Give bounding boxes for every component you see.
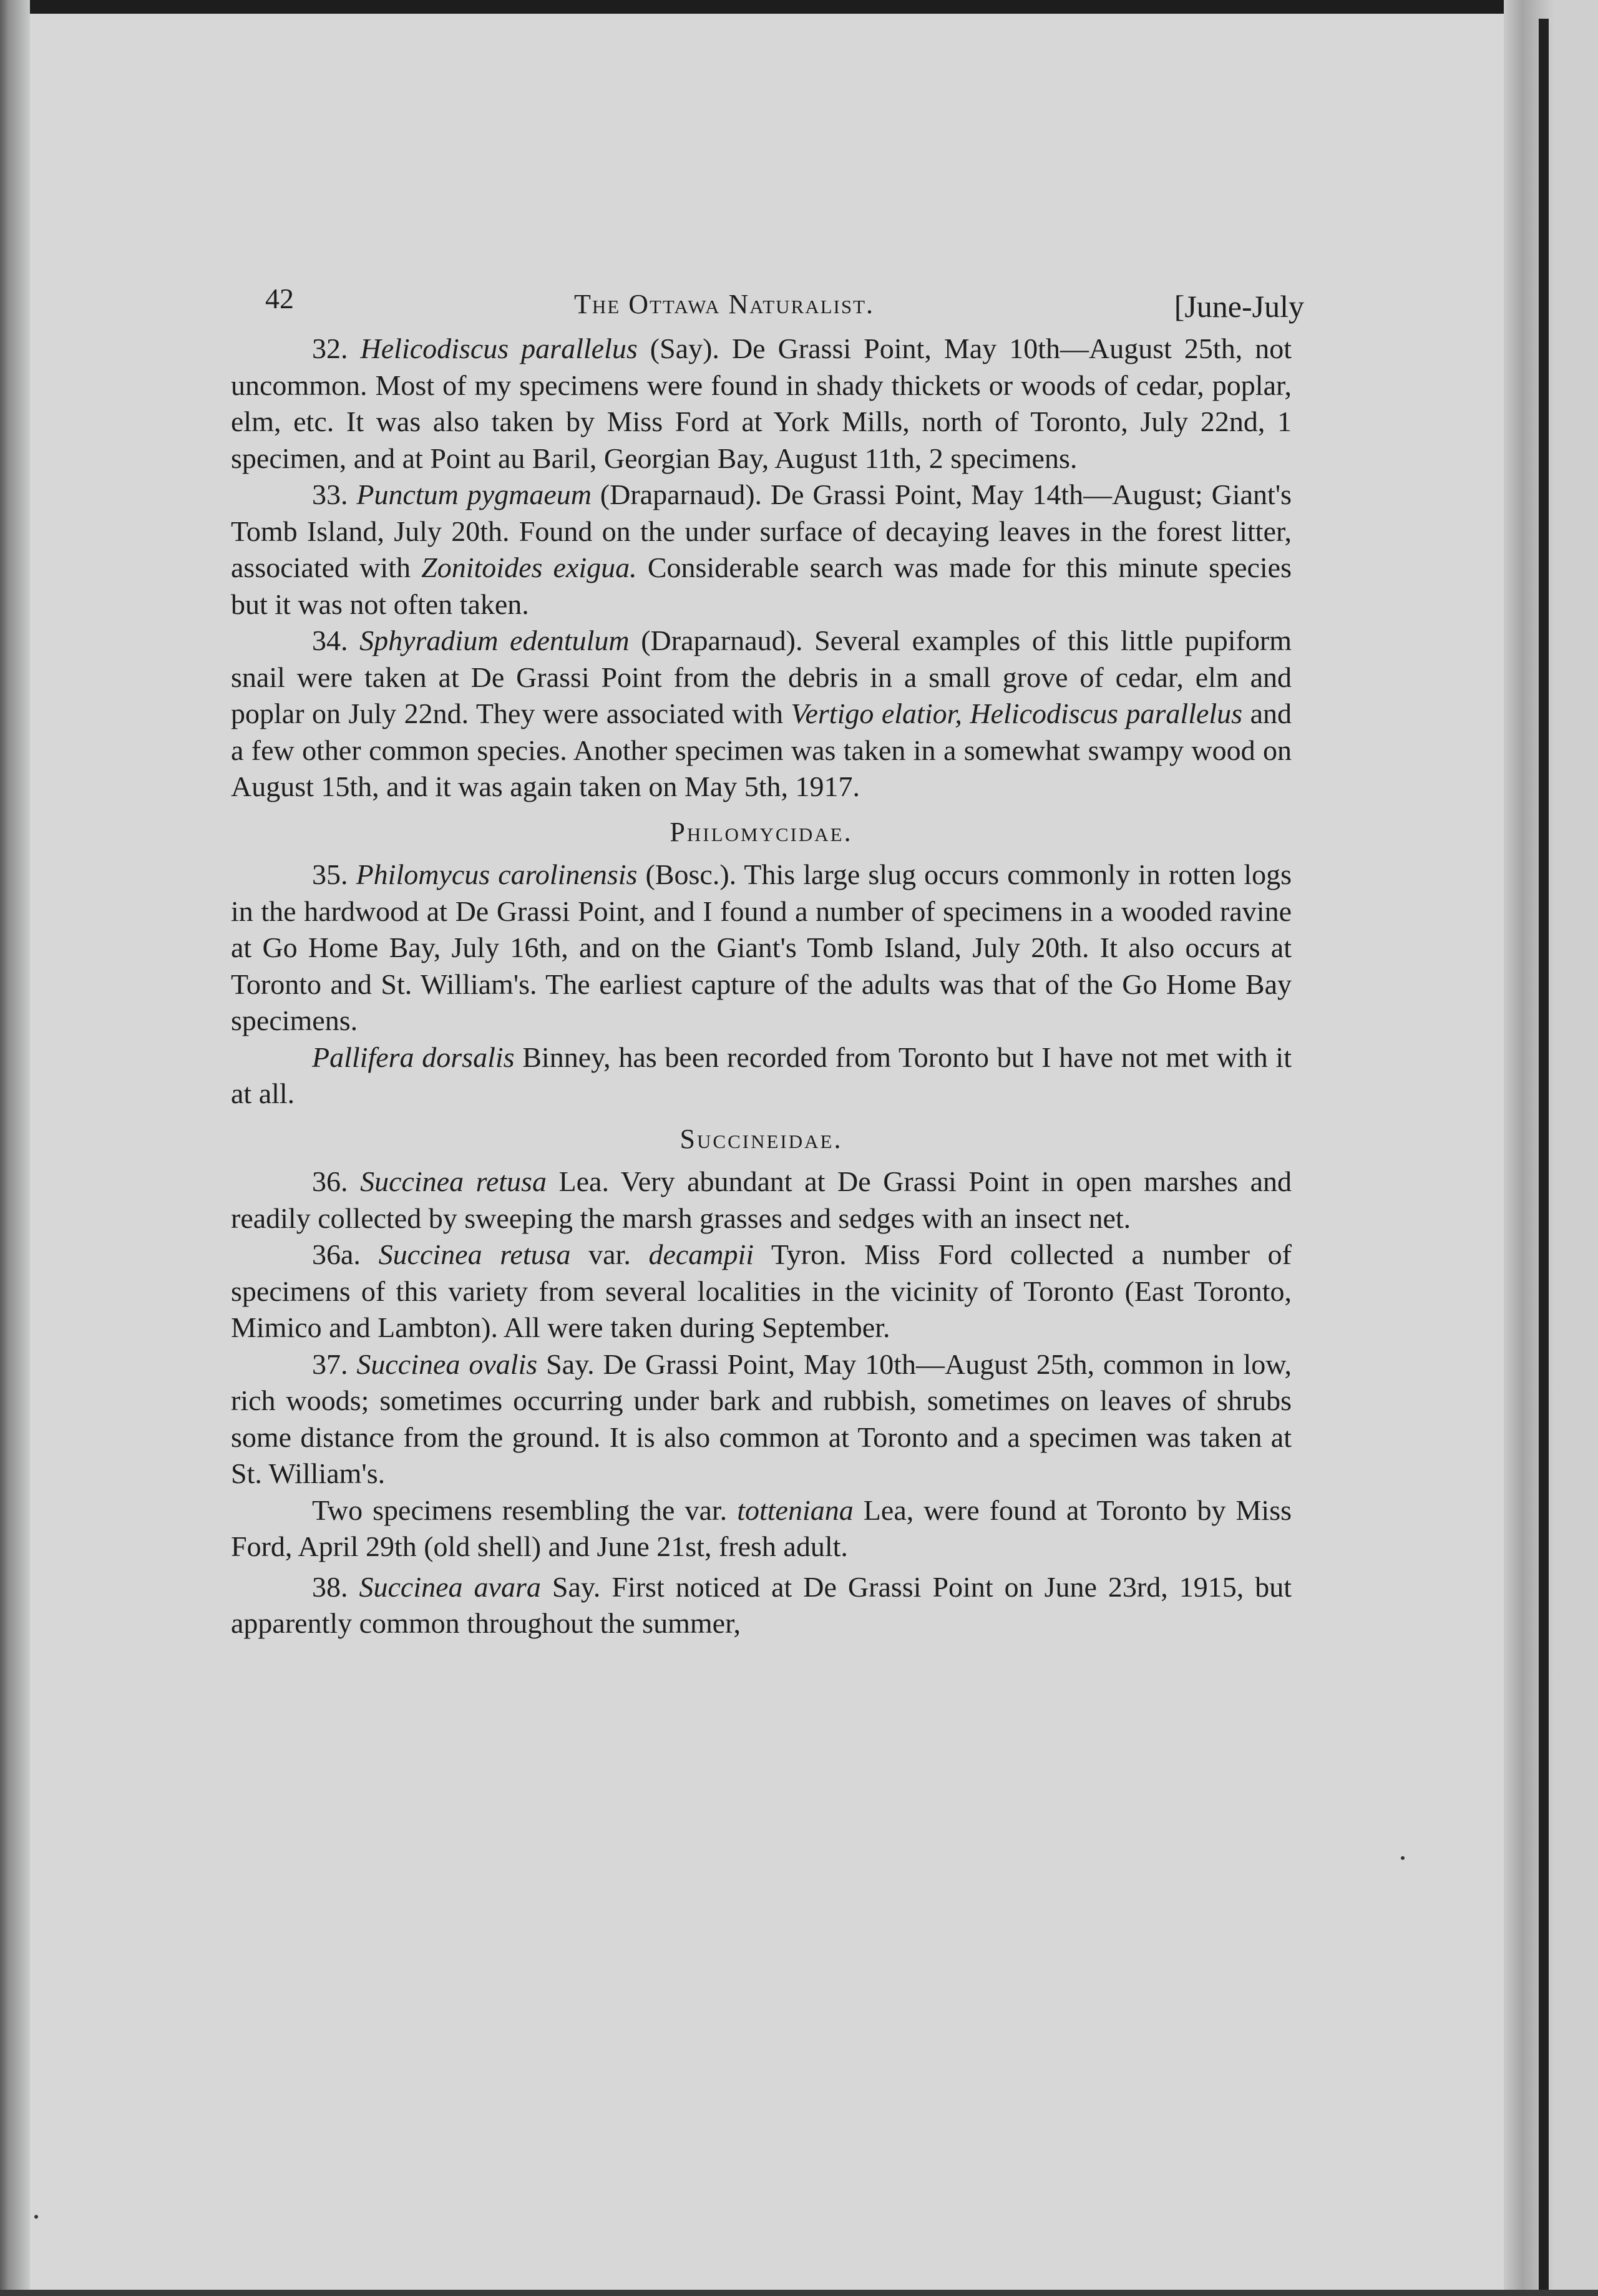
page-number: 42 (265, 283, 294, 314)
entry-36a: 36a. Succinea retusa var. decampii Tyron. Miss Ford collected a number of specimens of this variety from several localities in the vicinity of Toronto (East Toronto, Mimico and Lambton). All were taken during September. (231, 1238, 1292, 1343)
adjacent-page-edge (1557, 0, 1598, 2296)
family-heading: Succineidae. (680, 1123, 843, 1154)
species-name: Pallifera dorsalis (312, 1041, 515, 1073)
species-name: Succinea ovalis (356, 1348, 538, 1380)
species-name: Vertigo elatior, Helicodiscus parallelus (791, 698, 1243, 729)
page-spine-line (1539, 19, 1549, 2290)
entry-37: 37. Succinea ovalis Say. De Grassi Point, May 10th—August 25th, common in low, rich woods; sometimes occurring under bark and rubbish, sometimes on leaves of shrubs some distance from the ground. It is also common at Toronto and a specimen was taken at St. William's. (231, 1348, 1292, 1489)
scan-border-top (0, 0, 1598, 14)
entry-38: 38. Succinea avara Say. First noticed at De Grassi Point on June 23rd, 1915, but apparently common throughout the summer, (231, 1570, 1292, 1639)
book-page (231, 275, 1304, 1642)
entry-35: 35. Philomycus carolinensis (Bosc.). This large slug occurs commonly in rotten logs in the hardwood at De Grassi Point, and I found a number of specimens in a wooded ravine at Go Home Bay, July 16th, and on the Giant's Tomb Island, July 20th. It also occurs at Toronto and St. William's. The earliest capture of the adults was that of the Go Home Bay specimens. (231, 859, 1292, 1036)
scan-border-left (0, 0, 30, 2296)
species-name: Helicodiscus parallelus (360, 333, 638, 364)
body-text (231, 331, 1292, 1642)
note-totteniana: Two specimens resembling the var. totteniana Lea, were found at Toronto by Miss Ford, April 29th (old shell) and June 21st, fresh adult. (231, 1494, 1292, 1562)
variety-name: decampii (648, 1238, 754, 1270)
species-name: Succinea retusa (360, 1165, 547, 1197)
speck (1401, 1856, 1405, 1860)
species-name: Succinea avara (359, 1570, 541, 1603)
speck (34, 2215, 38, 2219)
variety-name: totteniana (737, 1494, 854, 1526)
journal-title: The Ottawa Naturalist. (574, 289, 875, 319)
species-name: Punctum pygmaeum (356, 479, 592, 510)
running-head (231, 275, 1304, 331)
species-name: Sphyradium edentulum (359, 625, 630, 656)
note-pallifera: Pallifera dorsalis Binney, has been recorded from Toronto but I have not met with it at all. (231, 1041, 1292, 1109)
scan-border-bottom (0, 2290, 1598, 2296)
entry-34: 34. Sphyradium edentulum (Draparnaud). Several examples of this little pupiform snail were taken at De Grassi Point from the debris in a small grove of cedar, elm and poplar on July 22nd. They were associated with Vertigo elatior, Helicodiscus parallelus and a few other common species. Another specimen was taken in a somewhat swampy wood on August 15th, and it was again taken on May 5th, 1917. (231, 625, 1292, 802)
species-name: Philomycus carolinensis (356, 859, 638, 890)
entry-33: 33. Punctum pygmaeum (Draparnaud). De Grassi Point, May 14th—August; Giant's Tomb Island, July 20th. Found on the under surface of decaying leaves in the forest litter, associated with Zonitoides exigua. Considerable search was made for this minute species but it was not often taken. (231, 479, 1292, 620)
species-name: Succinea retusa (378, 1238, 571, 1270)
entry-36: 36. Succinea retusa Lea. Very abundant at De Grassi Point in open marshes and readily collected by sweeping the marsh grasses and sedges with an insect net. (231, 1165, 1292, 1234)
issue-label: [June-July (1174, 289, 1304, 324)
family-heading: Philomycidae. (670, 816, 853, 847)
species-name: Zonitoides exigua. (421, 552, 637, 583)
entry-32: 32. Helicodiscus parallelus (Say). De Grassi Point, May 10th—August 25th, not uncommon. Most of my specimens were found in shady thickets or woods of cedar, poplar, elm, etc. It was also taken by Miss Ford at York Mills, north of Toronto, July 22nd, 1 specimen, and at Point au Baril, Georgian Bay, August 11th, 2 specimens. (231, 333, 1292, 474)
